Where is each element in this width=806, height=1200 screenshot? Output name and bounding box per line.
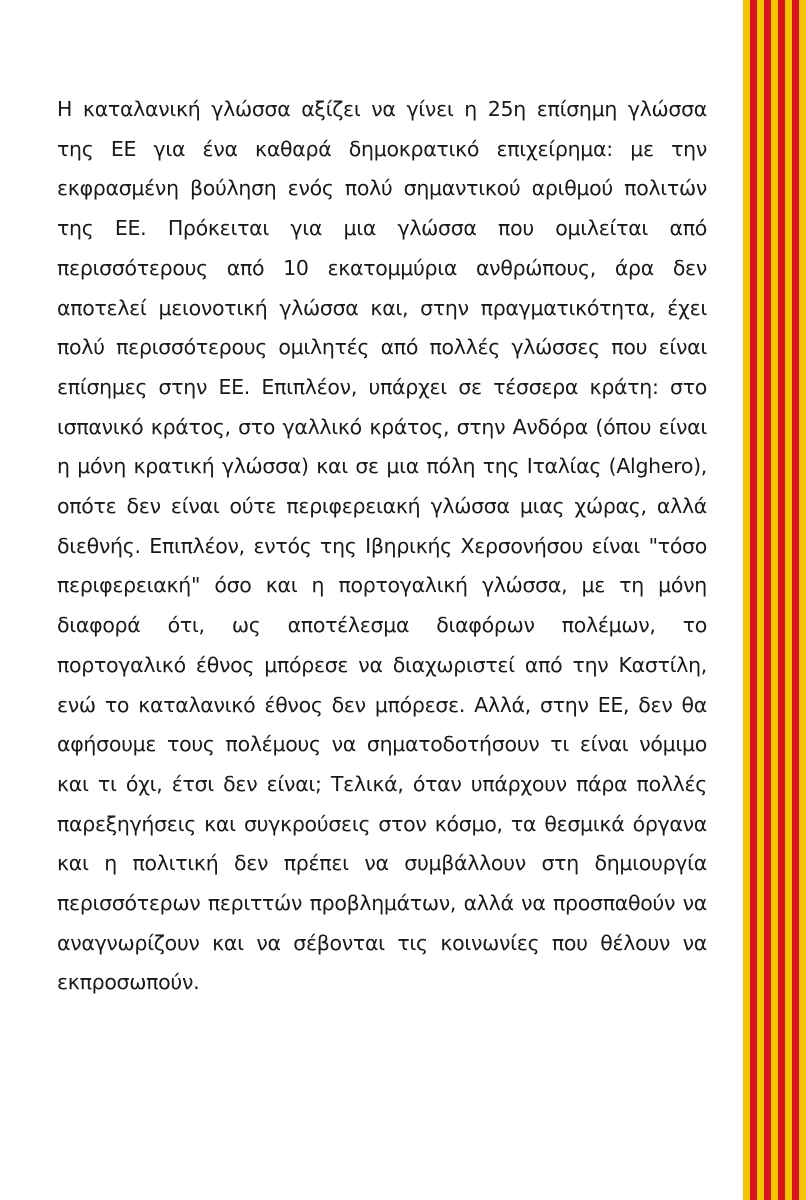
article-paragraph: Η καταλανική γλώσσα αξίζει να γίνει η 25η επίσημη γλώσσα της ΕΕ για ένα καθαρά δημοκρατικό επιχείρημα: με την εκφρασμένη βούληση ενός πολύ σημαντικού αριθμού πολιτών της ΕΕ. Πρόκειται για μια γλώσσα που ομιλείται από περισσότερους από 10 εκατομμύρια ανθρώπους, άρα δεν αποτελεί μειονοτική γλώσσα και, στην πραγματικότητα, έχει πολύ περισσότερους ομιλητές από πολλές γλώσσες που είναι επίσημες στην ΕΕ. Επιπλέον, υπάρχει σε τέσσερα κράτη: στο ισπανικό κράτος, στο γαλλικό κράτος, στην Ανδόρα (όπου είναι η μόνη κρατική γλώσσα) και σε μια πόλη της Ιταλίας (Alghero), οπότε δεν είναι ούτε περιφερειακή γλώσσα μιας χώρας, αλλά διεθνής. Επιπλέον, εντός της Ιβηρικής Χερσονήσου είναι "τόσο περιφερειακή" όσο και η πορτογαλική γλώσσα, με τη μόνη διαφορά ότι, ως αποτέλεσμα διαφόρων πολέμων, το πορτογαλικό έθνος μπόρεσε να διαχωριστεί από την Καστίλη, ενώ το καταλανικό έθνος δεν μπόρεσε. Αλλά, στην ΕΕ, δεν θα αφήσουμε τους πολέμους να σηματοδοτήσουν τι είναι νόμιμο και τι όχι, έτσι δεν είναι; Τελικά, όταν υπάρχουν πάρα πολλές παρεξηγήσεις και συγκρούσεις στον κόσμο, τα θεσμικά όργανα και η πολιτική δεν πρέπει να συμβάλλουν στη δημιουργία περισσότερων περιττών προβλημάτων, αλλά να προσπαθούν να αναγνωρίζουν και να σέβονται τις κοινωνίες που θέλουν να εκπροσωπούν. <box>57 97 707 995</box>
catalan-flag-stripes <box>743 0 806 1200</box>
